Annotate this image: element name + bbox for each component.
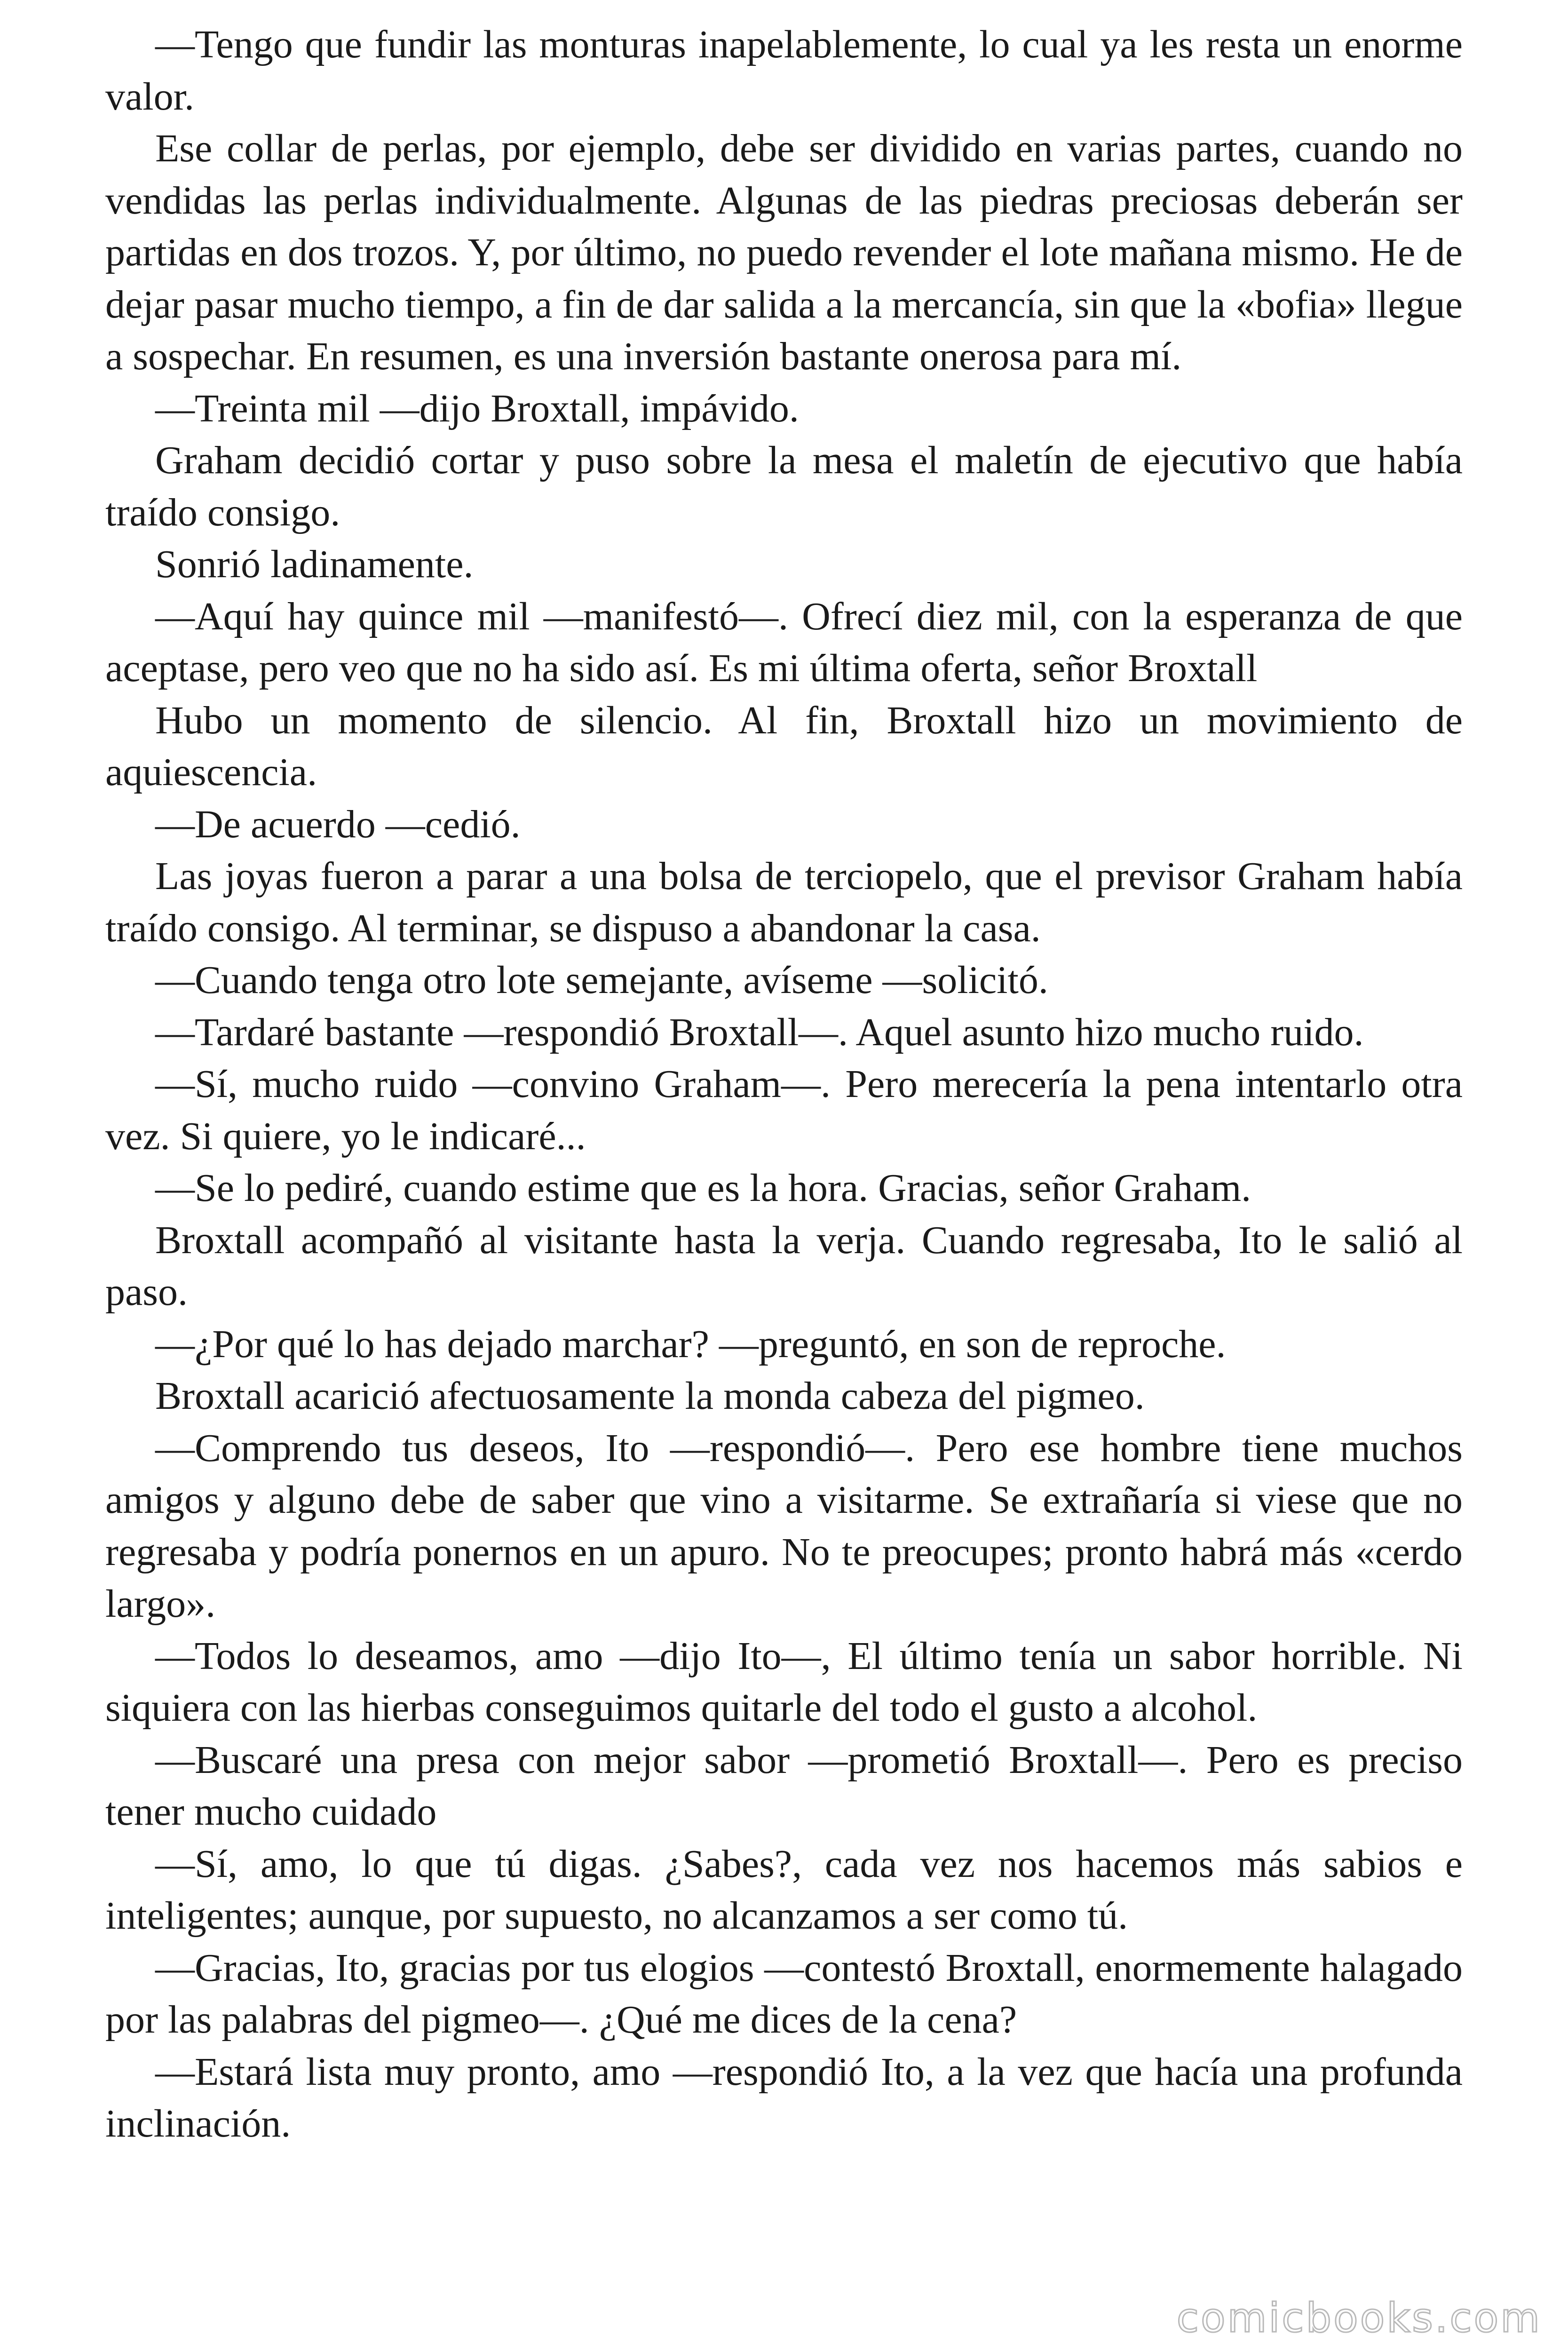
paragraph: —Sí, amo, lo que tú digas. ¿Sabes?, cada vez nos hacemos más sabios e inteligentes; aunque, por supuesto, no alcanzamos a ser como tú. <box>105 1842 1463 1938</box>
paragraph: —Se lo pediré, cuando estime que es la hora. Gracias, señor Graham. <box>155 1166 1251 1210</box>
paragraph: Hubo un momento de silencio. Al fin, Broxtall hizo un movimiento de aquiescencia. <box>105 698 1463 794</box>
paragraph: Sonrió ladinamente. <box>155 542 474 586</box>
paragraph: —Tengo que fundir las monturas inapelablemente, lo cual ya les resta un enorme valor. <box>105 23 1463 119</box>
paragraph: —Todos lo deseamos, amo —dijo Ito—, El último tenía un sabor horrible. Ni siquiera con las hierbas conseguimos quitarle del todo el gusto a alcohol. <box>105 1634 1463 1730</box>
paragraph: —Buscaré una presa con mejor sabor —prometió Broxtall—. Pero es preciso tener mucho cuidado <box>105 1738 1463 1834</box>
paragraph: Broxtall acompañó al visitante hasta la verja. Cuando regresaba, Ito le salió al paso. <box>105 1218 1463 1314</box>
paragraph: Broxtall acarició afectuosamente la monda cabeza del pigmeo. <box>155 1374 1145 1418</box>
document-page <box>105 19 1463 2150</box>
paragraph: —¿Por qué lo has dejado marchar? —preguntó, en son de reproche. <box>155 1322 1226 1366</box>
paragraph: Las joyas fueron a parar a una bolsa de terciopelo, que el previsor Graham había traído consigo. Al terminar, se dispuso a abandonar la casa. <box>105 854 1463 950</box>
paragraph: —Sí, mucho ruido —convino Graham—. Pero merecería la pena intentarlo otra vez. Si quiere, yo le indicaré... <box>105 1062 1463 1158</box>
paragraph: —De acuerdo —cedió. <box>155 802 521 846</box>
paragraph: —Cuando tenga otro lote semejante, avíseme —solicitó. <box>155 958 1048 1002</box>
paragraph: —Estará lista muy pronto, amo —respondió Ito, a la vez que hacía una profunda inclinación. <box>105 2050 1463 2145</box>
paragraph: Ese collar de perlas, por ejemplo, debe ser dividido en varias partes, cuando no vendidas las perlas individualmente. Algunas de las piedras preciosas deberán ser partidas en dos trozos. Y, por último, no puedo revender el lote mañana mismo. He de dejar pasar mucho tiempo, a fin de dar salida a la mercancía, sin que la «bofia» llegue a sospechar. En resumen, es una inversión bastante onerosa para mí. <box>105 127 1463 378</box>
paragraph: Graham decidió cortar y puso sobre la mesa el maletín de ejecutivo que había traído consigo. <box>105 438 1463 534</box>
paragraph: —Tardaré bastante —respondió Broxtall—. Aquel asunto hizo mucho ruido. <box>155 1010 1364 1054</box>
paragraph: —Aquí hay quince mil —manifestó—. Ofrecí diez mil, con la esperanza de que aceptase, pero veo que no ha sido así. Es mi última oferta, señor Broxtall <box>105 594 1463 690</box>
paragraph: —Gracias, Ito, gracias por tus elogios —contestó Broxtall, enormemente halagado por las palabras del pigmeo—. ¿Qué me dices de la cena? <box>105 1946 1463 2042</box>
watermark: comicbooks.com <box>1176 2295 1542 2342</box>
paragraph: —Treinta mil —dijo Broxtall, impávido. <box>155 386 799 430</box>
paragraph: —Comprendo tus deseos, Ito —respondió—. Pero ese hombre tiene muchos amigos y alguno debe de saber que vino a visitarme. Se extrañaría si viese que no regresaba y podría ponernos en un apuro. No te preocupes; pronto habrá más «cerdo largo». <box>105 1426 1463 1626</box>
